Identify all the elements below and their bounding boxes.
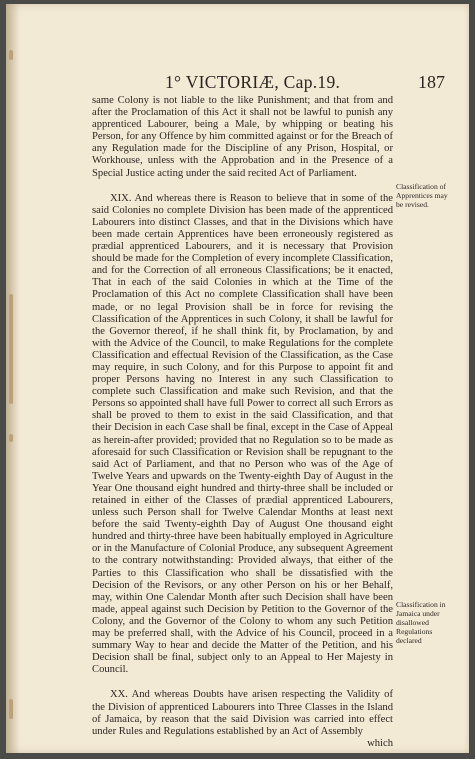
binding-thread-mark [9,434,13,442]
running-header [95,72,447,94]
page-number: 187 [418,72,445,92]
binding-thread-mark [9,294,13,404]
statute-body [92,95,393,750]
binding-thread-mark [9,699,13,719]
statute-title: 1° VICTORIÆ, Cap.19. [165,72,341,92]
paragraph-continuation: same Colony is not liable to the like Punishment; and that from and after the Proclamation of this Act it shall not be lawful to punish any apprenticed Labourer, being a Male, by whipping or beating his Person, for any Offence by him committed against or for the Breach of any Regulation made for the Discipline of any Prison, Hospital, or Workhouse, unless with the Approbation and in the Presence of a Special Justice acting under the said recited Act of Parliament. [92,95,393,179]
margin-note-jamaica: Classification in Jamaica under disallowed Regulations declared [396,600,446,645]
catchword: which [367,737,393,749]
margin-note-classification: Classification of Apprentices may be revised. [396,182,448,209]
section-xix: XIX. And whereas there is Reason to believe that in some of the said Colonies no complete Division has been made of the apprenticed Labourers into distinct Classes, and that in the Divisions which have been made certain Apprentices have been erroneously registered as prædial apprenticed Labourers, and it is necessary that Provision should be made for the Completion of every incomplete Classification, and for the Correction of all erroneous Classifications; be it enacted, That in each of the said Colonies in which at the Time of the Proclamation of this Act no complete Classification shall have been made, or no legal Provision shall be in force for revising the Classification of the Apprentices in such Colony, it shall be lawful for the Governor thereof, if he shall think fit, by Proclamation, by and with the Advice of the Council, to make Regulations for the complete Classification and effectual Revision of the Classification, as the Case may require, in such Colony, and for this Purpose to appoint fit and proper Persons having no Interest in any such Classification to complete such Classification and make such Revision, and that the Persons so appointed shall have full Power to correct all such Errors as shall be proved to them to exist in the said Classification, and that their Decision in each Case shall be final, except in the Case of Appeal as herein-after provided; provided that no Regulation so to be made as aforesaid for such Classification or Revision shall be repugnant to the said Act of Parliament, and that no Person who was of the Age of Twelve Years and upwards on the Twenty-eighth Day of August in the Year One thousand eight hundred and thirty-three shall be included or retained in either of the Classes of prædial apprenticed Labourers, unless such Person shall for Twelve Calendar Months at least next before the said Twenty-eighth Day of August One thousand eight hundred and thirty-three have been habitually employed in Agriculture or in the Manufacture of Colonial Produce, any subsequent Agreement to the contrary notwithstanding: Provided always, that either of the Parties to this Classification who shall be dissatisfied with the Decision of the Revisors, or any other Person on his or her Behalf, may, within One Calendar Month after such Decision shall have been made, appeal against such Decision by Petition to the Governor of the Colony, and the Governor of the Colony to whom any such Petition may be preferred shall, with the Advice of his Council, proceed in a summary Way to hear and decide the Matter of the Petition, and his Decision shall be final, subject only to an Appeal to Her Majesty in Council. [92,192,393,676]
section-xx: XX. And whereas Doubts have arisen respecting the Validity of the Division of apprenticed Labourers into Three Classes in the Island of Jamaica, by reason that the said Division was carried into effect under Rules and Regulations established by an Act of Assembly [92,689,393,737]
binding-thread-mark [9,50,13,60]
